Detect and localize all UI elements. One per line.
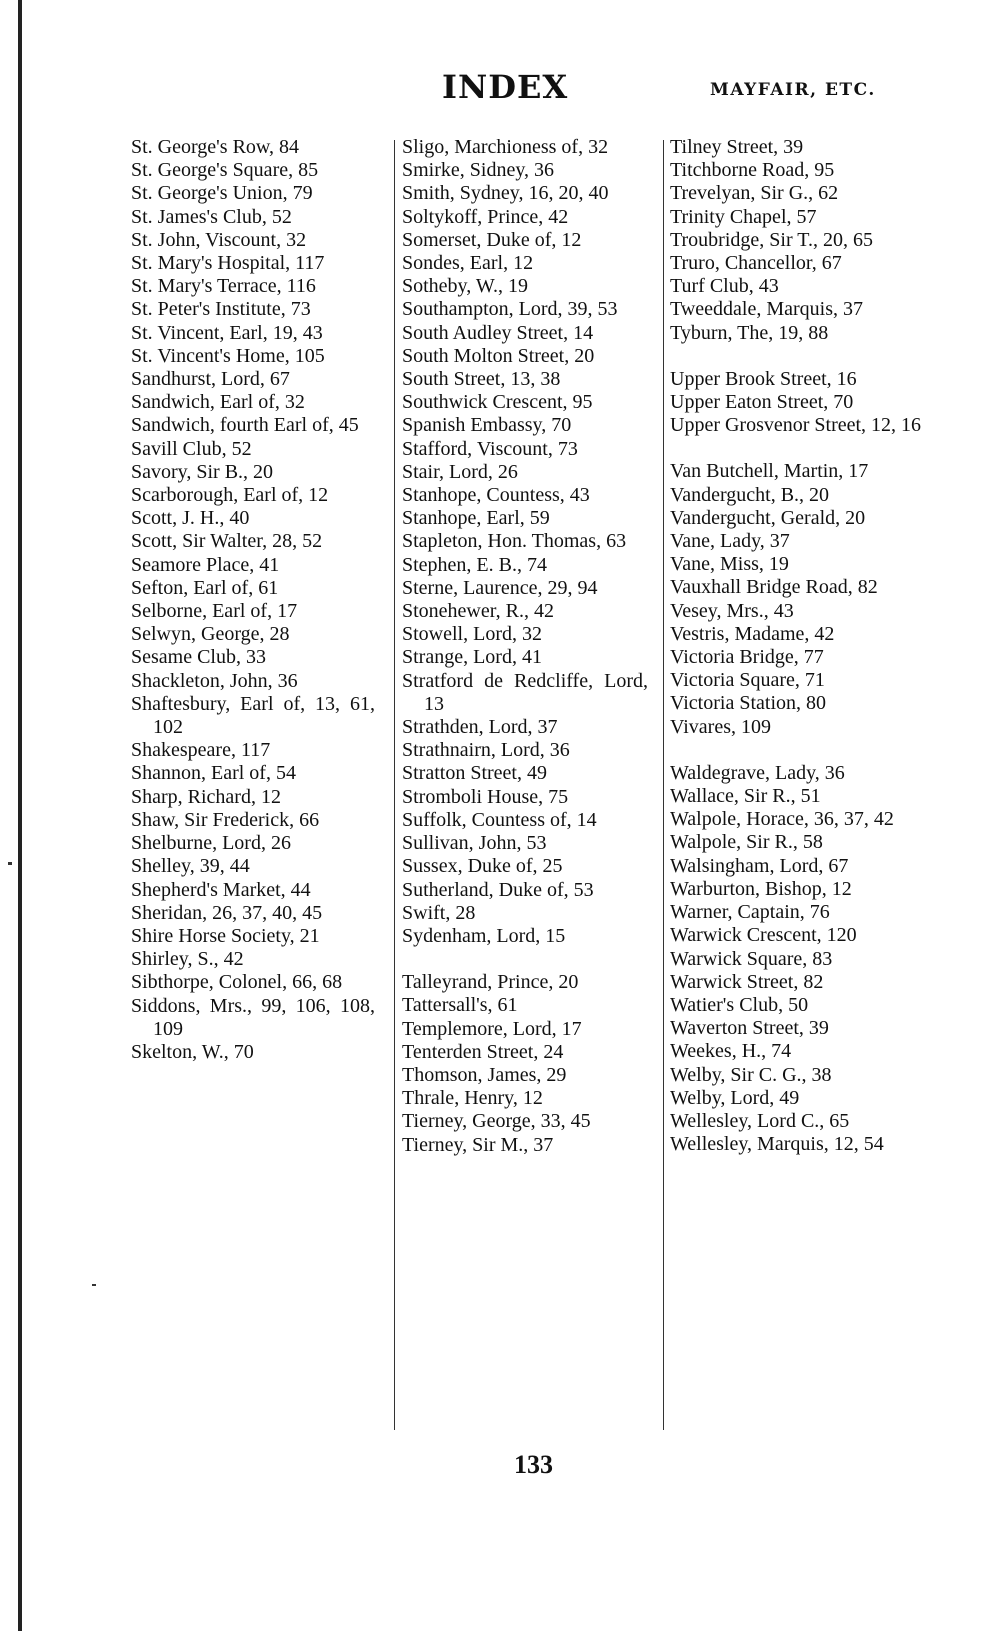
index-entry: St. George's Union, 79 — [131, 182, 313, 205]
index-entry: Warner, Captain, 76 — [670, 901, 830, 924]
index-entry: South Audley Street, 14 — [402, 321, 594, 344]
index-column-2 — [402, 136, 648, 1157]
index-entry: Victoria Square, 71 — [670, 669, 825, 692]
index-entry: Strathnairn, Lord, 36 — [402, 739, 570, 762]
index-entry: Warwick Square, 83 — [670, 947, 833, 970]
index-entry: Tierney, George, 33, 45 — [402, 1110, 591, 1133]
index-entry: Welby, Lord, 49 — [670, 1086, 800, 1109]
index-entry: Sutherland, Duke of, 53 — [402, 878, 594, 901]
index-entry: Victoria Bridge, 77 — [670, 646, 824, 669]
index-entry: Shelley, 39, 44 — [131, 855, 250, 878]
index-entry: Tilney Street, 39 — [670, 136, 804, 158]
letter-gap — [670, 345, 928, 368]
index-entry: Suffolk, Countess of, 14 — [402, 808, 597, 831]
index-entry: Wellesley, Lord C., 65 — [670, 1109, 850, 1132]
index-entry: Tierney, Sir M., 37 — [402, 1133, 554, 1156]
index-entry: South Molton Street, 20 — [402, 344, 595, 367]
index-entry: Victoria Station, 80 — [670, 692, 826, 715]
index-entry: Sibthorpe, Colonel, 66, 68 — [131, 971, 343, 994]
index-entry: Waverton Street, 39 — [670, 1017, 829, 1040]
index-entry: Titchborne Road, 95 — [670, 159, 835, 182]
index-entry: Savory, Sir B., 20 — [131, 460, 274, 483]
index-entry: Selwyn, George, 28 — [131, 623, 290, 646]
index-entry: Smith, Sydney, 16, 20, 40 — [402, 182, 609, 205]
letter-gap — [670, 739, 928, 762]
index-entry: Smirke, Sidney, 36 — [402, 159, 555, 182]
page-spine-edge — [18, 0, 22, 1631]
page-number: 133 — [514, 1450, 553, 1479]
index-entry: Thomson, James, 29 — [402, 1063, 567, 1086]
index-entry: Warwick Street, 82 — [670, 970, 824, 993]
index-entry: Skelton, W., 70 — [131, 1040, 254, 1063]
index-entry: Stapleton, Hon. Thomas, 63 — [402, 530, 627, 553]
index-entry: Stephen, E. B., 74 — [402, 553, 547, 576]
index-entry: Vestris, Madame, 42 — [670, 622, 835, 645]
index-entry: Truro, Chancellor, 67 — [670, 252, 842, 275]
index-entry: Wellesley, Marquis, 12, 54 — [670, 1133, 884, 1156]
index-entry: Sotheby, W., 19 — [402, 275, 528, 298]
index-column-3 — [670, 136, 928, 1156]
index-entry: Upper Grosvenor Street, 12, 16 — [670, 414, 922, 437]
index-entry: Scarborough, Earl of, 12 — [131, 484, 329, 507]
index-entry: Shannon, Earl of, 54 — [131, 762, 296, 785]
index-entry: Sharp, Richard, 12 — [131, 785, 281, 808]
index-entry: Somerset, Duke of, 12 — [402, 228, 582, 251]
index-entry: Spanish Embassy, 70 — [402, 414, 572, 437]
index-entry: St. Vincent, Earl, 19, 43 — [131, 321, 323, 344]
index-entry: Sondes, Earl, 12 — [402, 252, 534, 275]
index-entry: Scott, J. H., 40 — [131, 507, 250, 530]
index-entry: Seamore Place, 41 — [131, 553, 280, 576]
index-entry: Warwick Crescent, 120 — [670, 924, 857, 947]
index-entry: Stanhope, Earl, 59 — [402, 507, 550, 530]
index-entry: Upper Eaton Street, 70 — [670, 391, 854, 414]
index-entry: Siddons, Mrs., 99, 106, 108, 109 — [131, 994, 375, 1040]
index-entry: Southwick Crescent, 95 — [402, 391, 593, 414]
index-entry: Strange, Lord, 41 — [402, 646, 542, 669]
index-entry: St. George's Row, 84 — [131, 136, 300, 158]
index-entry: Shackleton, John, 36 — [131, 669, 298, 692]
index-entry: Tattersall's, 61 — [402, 994, 518, 1017]
index-entry: Sandwich, fourth Earl of, 45 — [131, 414, 359, 437]
index-entry: Savill Club, 52 — [131, 437, 252, 460]
index-entry: Shakespeare, 117 — [131, 739, 271, 762]
index-entry: Stonehewer, R., 42 — [402, 600, 554, 623]
letter-gap — [670, 437, 928, 460]
index-entry: Sandwich, Earl of, 32 — [131, 391, 305, 414]
index-entry: Stromboli House, 75 — [402, 785, 569, 808]
index-entry: Vauxhall Bridge Road, 82 — [670, 576, 878, 599]
index-entry: Trinity Chapel, 57 — [670, 205, 817, 228]
index-entry: Shepherd's Market, 44 — [131, 878, 311, 901]
index-entry: Stowell, Lord, 32 — [402, 623, 542, 646]
index-entry: Walsingham, Lord, 67 — [670, 854, 849, 877]
index-entry: Vandergucht, B., 20 — [670, 483, 830, 506]
index-entry: Vane, Lady, 37 — [670, 530, 790, 553]
scan-speck — [8, 862, 12, 865]
index-entry: Soltykoff, Prince, 42 — [402, 205, 569, 228]
index-entry: Tenterden Street, 24 — [402, 1040, 564, 1063]
index-entry: Shirley, S., 42 — [131, 948, 244, 971]
index-entry: Tweeddale, Marquis, 37 — [670, 298, 863, 321]
index-entry: Turf Club, 43 — [670, 275, 779, 298]
index-entry: Shelburne, Lord, 26 — [131, 832, 291, 855]
index-entry: Stratford de Redcliffe, Lord, 13 — [402, 669, 648, 715]
index-entry: St. Vincent's Home, 105 — [131, 344, 325, 367]
index-entry: Sligo, Marchioness of, 32 — [402, 136, 609, 158]
index-entry: St. James's Club, 52 — [131, 205, 292, 228]
index-entry: Talleyrand, Prince, 20 — [402, 971, 579, 994]
index-entry: St. John, Viscount, 32 — [131, 228, 307, 251]
index-entry: Warburton, Bishop, 12 — [670, 877, 852, 900]
index-entry: Sefton, Earl of, 61 — [131, 576, 279, 599]
index-entry: Stafford, Viscount, 73 — [402, 437, 578, 460]
index-entry: Sussex, Duke of, 25 — [402, 855, 563, 878]
index-entry: Sandhurst, Lord, 67 — [131, 368, 290, 391]
page-title: INDEX — [442, 68, 569, 106]
index-entry: Upper Brook Street, 16 — [670, 367, 857, 390]
index-entry: St. George's Square, 85 — [131, 159, 319, 182]
index-entry: St. Mary's Terrace, 116 — [131, 275, 316, 298]
index-entry: Walpole, Sir R., 58 — [670, 831, 823, 854]
index-entry: Watier's Club, 50 — [670, 993, 809, 1016]
index-entry: Strathden, Lord, 37 — [402, 716, 558, 739]
index-entry: Selborne, Earl of, 17 — [131, 600, 298, 623]
running-head: MAYFAIR, ETC. — [710, 80, 876, 100]
index-entry: Templemore, Lord, 17 — [402, 1017, 582, 1040]
index-entry: Wallace, Sir R., 51 — [670, 785, 821, 808]
column-rule — [663, 140, 664, 1430]
index-entry: Sheridan, 26, 37, 40, 45 — [131, 901, 323, 924]
index-entry: Thrale, Henry, 12 — [402, 1087, 543, 1110]
index-entry: Welby, Sir C. G., 38 — [670, 1063, 832, 1086]
index-entry: Scott, Sir Walter, 28, 52 — [131, 530, 323, 553]
index-entry: Stair, Lord, 26 — [402, 460, 518, 483]
index-entry: Vivares, 109 — [670, 715, 771, 738]
index-column-1 — [131, 136, 375, 1064]
index-entry: Vane, Miss, 19 — [670, 553, 789, 576]
scan-speck — [92, 1284, 96, 1286]
index-entry: Southampton, Lord, 39, 53 — [402, 298, 618, 321]
index-entry: Trevelyan, Sir G., 62 — [670, 182, 839, 205]
index-entry: Vandergucht, Gerald, 20 — [670, 506, 866, 529]
letter-gap — [402, 948, 648, 971]
index-entry: Stanhope, Countess, 43 — [402, 484, 590, 507]
index-entry: Sesame Club, 33 — [131, 646, 266, 669]
index-entry: Van Butchell, Martin, 17 — [670, 460, 869, 483]
column-rule — [394, 140, 395, 1430]
index-entry: Shire Horse Society, 21 — [131, 924, 320, 947]
index-entry: Weekes, H., 74 — [670, 1040, 792, 1063]
index-entry: Sullivan, John, 53 — [402, 832, 547, 855]
index-entry: South Street, 13, 38 — [402, 368, 561, 391]
index-entry: Sterne, Laurence, 29, 94 — [402, 576, 598, 599]
index-entry: Stratton Street, 49 — [402, 762, 547, 785]
index-entry: Waldegrave, Lady, 36 — [670, 761, 845, 784]
index-entry: Shaftesbury, Earl of, 13, 61, 102 — [131, 692, 375, 739]
index-entry: Tyburn, The, 19, 88 — [670, 321, 829, 344]
index-entry: Troubridge, Sir T., 20, 65 — [670, 228, 873, 251]
index-entry: Swift, 28 — [402, 901, 476, 924]
index-entry: Shaw, Sir Frederick, 66 — [131, 808, 320, 831]
index-entry: Walpole, Horace, 36, 37, 42 — [670, 808, 894, 831]
index-entry: St. Mary's Hospital, 117 — [131, 252, 325, 275]
index-entry: St. Peter's Institute, 73 — [131, 298, 311, 321]
index-entry: Sydenham, Lord, 15 — [402, 924, 566, 947]
index-entry: Vesey, Mrs., 43 — [670, 599, 794, 622]
